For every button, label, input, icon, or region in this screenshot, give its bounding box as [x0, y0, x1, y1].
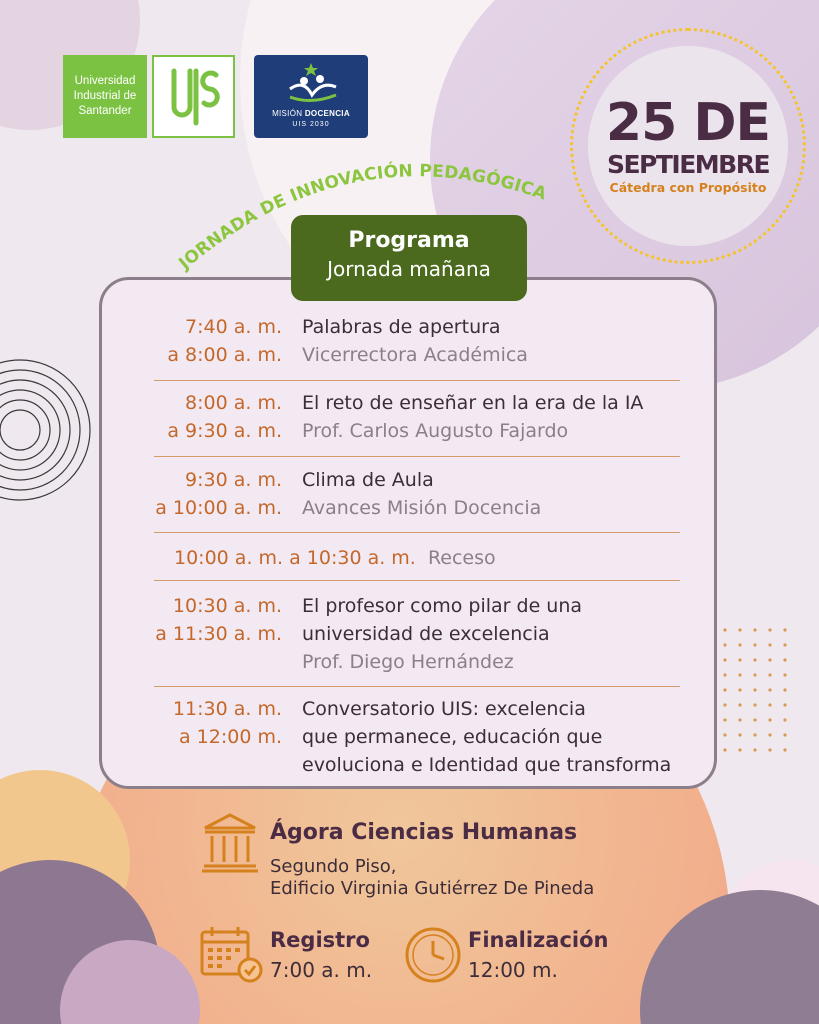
time-start: 11:30 a. m.: [172, 698, 282, 720]
uis-logo-line-2: Industrial de: [73, 90, 137, 102]
closing-time: 12:00 m.: [468, 958, 558, 982]
item-title: El reto de enseñar en la era de la IA: [302, 392, 644, 414]
program-badge: [291, 215, 527, 301]
item-title-line-2: universidad de excelencia: [302, 623, 550, 645]
break-title: Receso: [427, 547, 496, 569]
closing-title: Finalización: [468, 928, 609, 952]
item-title-line-1: Conversatorio UIS: excelencia: [302, 698, 586, 720]
uis-logo-line-1: Universidad: [74, 75, 136, 87]
time-end: a 12:00 m.: [178, 726, 282, 748]
item-title-line-1: El profesor como pilar de una: [302, 595, 583, 617]
registration-time: 7:00 a. m.: [270, 958, 373, 982]
location-line-2: Edificio Virginia Gutiérrez De Pineda: [270, 878, 595, 899]
program-subtitle: Jornada mañana: [327, 257, 491, 281]
uis-logo-line-3: Santander: [78, 105, 132, 117]
item-speaker: Prof. Carlos Augusto Fajardo: [302, 420, 569, 442]
location-line-1: Segundo Piso,: [270, 856, 397, 877]
location-title: Ágora Ciencias Humanas: [270, 820, 578, 845]
item-title: Palabras de apertura: [302, 316, 501, 338]
event-title: JORNADA DE INNOVACIÓN PEDAGÓGICA: [175, 161, 550, 274]
schedule-card: [99, 277, 717, 789]
date-month: SEPTIEMBRE: [606, 150, 770, 179]
time-start: 10:30 a. m.: [172, 595, 282, 617]
divider: [154, 456, 680, 457]
item-speaker: Vicerrectora Académica: [302, 344, 528, 366]
break-row: [174, 545, 496, 571]
mision-docencia-sub: UIS 2030: [292, 121, 330, 128]
time-start: 9:30 a. m.: [185, 469, 282, 491]
time-end: a 10:00 a. m.: [155, 497, 282, 519]
mision-word: MISIÓN: [272, 109, 303, 118]
divider: [154, 532, 680, 533]
item-title-line-3: evoluciona e Identidad que transforma: [302, 754, 672, 776]
divider: [154, 686, 680, 687]
date-day: 25 DE: [605, 93, 771, 153]
time-start: 7:40 a. m.: [185, 316, 282, 338]
divider: [154, 380, 680, 381]
time-end: a 11:30 a. m.: [155, 623, 282, 645]
break-time: 10:00 a. m. a 10:30 a. m.: [174, 547, 416, 569]
item-speaker: Prof. Diego Hernández: [302, 651, 514, 673]
docencia-word: DOCENCIA: [304, 109, 350, 118]
item-title: Clima de Aula: [302, 469, 434, 491]
item-speaker: Avances Misión Docencia: [302, 497, 542, 519]
divider: [154, 580, 680, 581]
time-end: a 9:30 a. m.: [167, 420, 282, 442]
date-tagline: Cátedra con Propósito: [609, 180, 767, 195]
time-end: a 8:00 a. m.: [167, 344, 282, 366]
item-title-line-2: que permanece, educación que: [302, 726, 603, 748]
time-start: 8:00 a. m.: [185, 392, 282, 414]
registration-title: Registro: [270, 928, 370, 952]
program-title: Programa: [348, 228, 470, 253]
